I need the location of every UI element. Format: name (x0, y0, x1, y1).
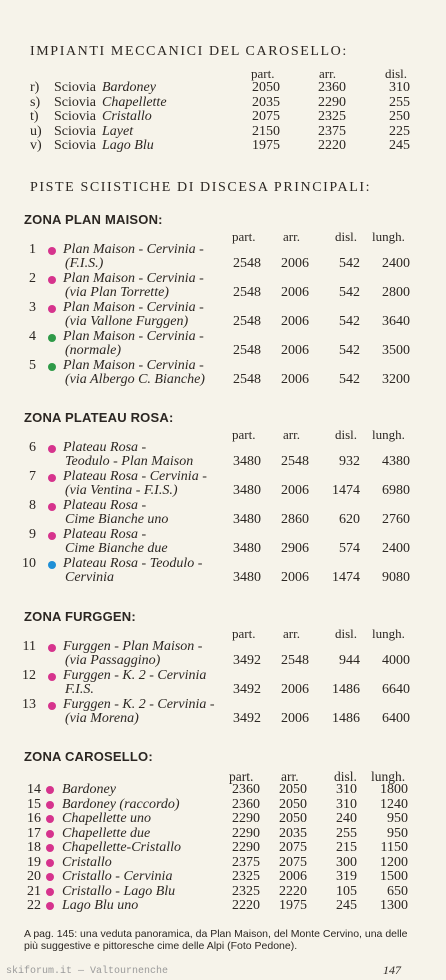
pista-disl: 1474 (332, 570, 360, 585)
pista-entry (0, 358, 446, 388)
pista-subname: Cime Bianche uno (65, 512, 169, 527)
pista-name: Plan Maison - Cervinia - (63, 242, 204, 257)
difficulty-dot-icon (48, 445, 56, 453)
pista-lungh: 4380 (382, 454, 410, 469)
pista-subname: (via Plan Torrette) (65, 285, 169, 300)
pista-number: 22 (27, 898, 41, 913)
pista-part: 2325 (232, 883, 260, 899)
pista-number: 5 (29, 358, 36, 373)
pista-lungh: 3500 (382, 343, 410, 358)
impianti-header-part: part. (251, 66, 275, 81)
impianti-disl: 225 (389, 123, 410, 139)
pista-arr: 2220 (279, 883, 307, 899)
pista-number: 18 (27, 840, 41, 855)
difficulty-dot-icon (48, 503, 56, 511)
difficulty-dot-icon (46, 902, 54, 910)
pista-part: 2548 (233, 256, 261, 271)
pista-name: Cristallo - Cervinia (62, 869, 173, 884)
pista-part: 3492 (233, 682, 261, 697)
pista-disl: 300 (336, 854, 357, 870)
impianti-type: Sciovia (54, 94, 96, 110)
impianti-part: 1975 (252, 138, 280, 153)
impianti-letter: r) (30, 80, 40, 95)
pista-disl: 542 (339, 285, 360, 300)
pista-number: 9 (29, 527, 36, 542)
impianti-type: Sciovia (54, 123, 96, 139)
pista-lungh: 650 (387, 883, 408, 899)
pista-number: 13 (22, 697, 36, 712)
pista-entry (0, 697, 446, 727)
header-lungh: lungh. (372, 427, 405, 442)
carosello-header-arr: arr. (281, 769, 299, 784)
pista-subname: F.I.S. (65, 682, 94, 697)
impianti-name: Lago Blu (102, 138, 154, 153)
difficulty-dot-icon (48, 247, 56, 255)
pista-part: 3480 (233, 570, 261, 585)
pista-arr: 2006 (281, 682, 309, 697)
pista-number: 1 (29, 242, 36, 257)
impianti-part: 2050 (252, 80, 280, 95)
pista-part: 2548 (233, 285, 261, 300)
carosello-header-part: part. (229, 769, 254, 784)
pista-subname: (via Vallone Furggen) (65, 314, 189, 329)
pista-number: 3 (29, 300, 36, 315)
pista-part: 2548 (233, 343, 261, 358)
pista-disl: 1486 (332, 711, 360, 726)
pista-arr: 2006 (281, 483, 309, 498)
pista-lungh: 2760 (382, 512, 410, 527)
pista-part: 2548 (233, 314, 261, 329)
pista-lungh: 6980 (382, 483, 410, 498)
pista-entry (0, 271, 446, 301)
pista-subname: (via Ventina - F.I.S.) (65, 483, 178, 498)
pista-number: 19 (27, 854, 41, 870)
pista-lungh: 6400 (382, 711, 410, 726)
impianti-arr: 2360 (318, 80, 346, 95)
zone-title: ZONA PLAN MAISON: (24, 212, 163, 227)
pista-entry (0, 242, 446, 272)
pista-disl: 1474 (332, 483, 360, 498)
pista-part: 2290 (232, 840, 260, 855)
pista-name: Furggen - K. 2 - Cervinia (63, 668, 207, 683)
pista-lungh: 4000 (382, 653, 410, 668)
impianti-name: Chapellette (102, 94, 167, 110)
pista-name: Plateau Rosa - Cervinia - (63, 469, 207, 484)
difficulty-dot-icon (48, 474, 56, 482)
carosello-header-lungh: lungh. (371, 769, 406, 784)
pista-entry (0, 469, 446, 499)
pista-subname: Teodulo - Plan Maison (65, 454, 194, 469)
pista-part: 2290 (232, 811, 260, 826)
pista-arr: 2548 (281, 653, 309, 668)
difficulty-dot-icon (46, 873, 54, 881)
pista-disl: 105 (336, 883, 357, 899)
impianti-part: 2035 (252, 94, 280, 110)
difficulty-dot-icon (48, 561, 56, 569)
pista-lungh: 9080 (382, 570, 410, 585)
impianti-name: Layet (102, 123, 134, 139)
impianti-disl: 310 (389, 80, 410, 95)
pista-lungh: 3640 (382, 314, 410, 329)
pista-subname: (via Morena) (65, 711, 139, 726)
difficulty-dot-icon (48, 305, 56, 313)
pista-lungh: 950 (387, 811, 408, 826)
difficulty-dot-icon (46, 859, 54, 867)
pista-name: Plan Maison - Cervinia - (63, 300, 204, 315)
pista-part: 2360 (232, 796, 260, 812)
pista-disl: 319 (336, 869, 357, 884)
zone-title: ZONA PLATEAU ROSA: (24, 410, 174, 425)
pista-disl: 574 (339, 541, 360, 556)
pista-entry (0, 329, 446, 359)
difficulty-dot-icon (48, 673, 56, 681)
impianti-letter: u) (30, 123, 42, 139)
impianti-arr: 2325 (318, 109, 346, 124)
pista-arr: 2006 (281, 314, 309, 329)
photo-caption: A pag. 145: una veduta panoramica, da Plan Maison, del Monte Cervino, una delle più suggestive e pittoresche cime delle Alpi (Foto Pedone). (24, 928, 408, 952)
header-lungh: lungh. (372, 229, 405, 244)
pista-lungh: 1150 (380, 840, 408, 855)
pista-disl: 932 (339, 454, 360, 469)
pista-disl: 1486 (332, 682, 360, 697)
pista-arr: 2006 (281, 711, 309, 726)
pista-lungh: 2400 (382, 256, 410, 271)
pista-number: 11 (22, 639, 36, 654)
difficulty-dot-icon (46, 844, 54, 852)
difficulty-dot-icon (48, 532, 56, 540)
impianti-arr: 2220 (318, 138, 346, 153)
impianti-disl: 250 (389, 109, 410, 124)
pista-name: Plateau Rosa - Teodulo - (63, 556, 203, 571)
pista-name: Furggen - Plan Maison - (63, 639, 203, 654)
pista-entry (0, 639, 446, 669)
pista-arr: 2906 (281, 541, 309, 556)
pista-name: Cristallo (62, 854, 112, 870)
difficulty-dot-icon (46, 786, 54, 794)
pista-disl: 542 (339, 343, 360, 358)
impianti-disl: 255 (389, 94, 410, 110)
pista-lungh: 6640 (382, 682, 410, 697)
impianti-letter: v) (30, 138, 42, 153)
pista-name: Plan Maison - Cervinia - (63, 271, 204, 286)
pista-arr: 2006 (281, 285, 309, 300)
header-arr: arr. (283, 427, 300, 442)
pista-part: 2360 (232, 782, 260, 797)
pista-lungh: 1300 (380, 898, 408, 913)
pista-disl: 245 (336, 898, 357, 913)
pista-subname: (via Passaggino) (65, 653, 161, 668)
pista-disl: 542 (339, 372, 360, 387)
pista-entry (0, 556, 446, 586)
impianti-type: Sciovia (54, 138, 96, 153)
impianti-header-arr: arr. (319, 66, 336, 81)
pista-lungh: 1200 (380, 854, 408, 870)
header-disl: disl. (335, 626, 358, 641)
pista-arr: 2006 (281, 372, 309, 387)
pista-number: 2 (29, 271, 36, 286)
pista-arr: 2006 (281, 343, 309, 358)
pista-subname: Cime Bianche due (65, 541, 168, 556)
pista-lungh: 2400 (382, 541, 410, 556)
page-number: 147 (383, 963, 401, 977)
difficulty-dot-icon (46, 801, 54, 809)
pista-name: Furggen - K. 2 - Cervinia - (63, 697, 215, 712)
pista-number: 12 (22, 668, 36, 683)
difficulty-dot-icon (48, 702, 56, 710)
impianti-title: IMPIANTI MECCANICI DEL CAROSELLO: (30, 44, 348, 59)
difficulty-dot-icon (48, 363, 56, 371)
header-arr: arr. (283, 229, 300, 244)
impianti-name: Cristallo (102, 109, 152, 124)
zone-carosello-title: ZONA CAROSELLO: (24, 749, 153, 764)
pista-name: Plateau Rosa - (63, 498, 147, 513)
difficulty-dot-icon (46, 888, 54, 896)
pista-number: 10 (22, 556, 36, 571)
pista-subname: Cervinia (65, 570, 114, 585)
pista-lungh: 1240 (380, 796, 408, 812)
header-lungh: lungh. (372, 626, 405, 641)
pista-disl: 944 (339, 653, 360, 668)
pista-subname: (normale) (65, 343, 121, 358)
pista-part: 2325 (232, 869, 260, 884)
pista-number: 20 (27, 869, 41, 884)
pista-lungh: 950 (387, 825, 408, 841)
header-disl: disl. (335, 427, 358, 442)
pista-name: Bardoney (raccordo) (62, 796, 180, 812)
pista-name: Chapellette-Cristallo (62, 840, 181, 855)
pista-arr: 2050 (279, 796, 307, 812)
pista-number: 4 (29, 329, 36, 344)
impianti-part: 2075 (252, 109, 280, 124)
pista-name: Cristallo - Lago Blu (62, 883, 176, 899)
pista-disl: 310 (336, 796, 357, 812)
impianti-row (0, 138, 446, 154)
impianti-disl: 245 (389, 138, 410, 153)
carosello-header-disl: disl. (334, 769, 357, 784)
pista-disl: 255 (336, 825, 357, 841)
pista-part: 3480 (233, 483, 261, 498)
impianti-arr: 2375 (318, 123, 346, 139)
header-part: part. (232, 626, 256, 641)
pista-number: 16 (27, 811, 41, 826)
difficulty-dot-icon (48, 276, 56, 284)
pista-number: 8 (29, 498, 36, 513)
pista-arr: 2006 (281, 570, 309, 585)
impianti-part: 2150 (252, 123, 280, 139)
pista-part: 3492 (233, 711, 261, 726)
impianti-letter: s) (30, 94, 41, 110)
pista-subname: (F.I.S.) (65, 256, 104, 271)
pista-part: 2220 (232, 898, 260, 913)
pista-name: Plateau Rosa - (63, 440, 147, 455)
header-part: part. (232, 427, 256, 442)
difficulty-dot-icon (48, 644, 56, 652)
pista-number: 17 (27, 825, 41, 841)
pista-disl: 215 (336, 840, 357, 855)
piste-title: PISTE SCIISTICHE DI DISCESA PRINCIPALI: (30, 180, 372, 195)
pista-arr: 2075 (279, 854, 307, 870)
pista-name: Bardoney (62, 782, 116, 797)
pista-entry (0, 440, 446, 470)
pista-lungh: 2800 (382, 285, 410, 300)
watermark: skiforum.it — Valtournenche (6, 966, 169, 977)
pista-arr: 2050 (279, 782, 307, 797)
difficulty-dot-icon (46, 815, 54, 823)
pista-name: Plan Maison - Cervinia - (63, 329, 204, 344)
pista-part: 3492 (233, 653, 261, 668)
pista-subname: (via Albergo C. Bianche) (65, 372, 205, 387)
pista-part: 2375 (232, 854, 260, 870)
pista-part: 3480 (233, 454, 261, 469)
header-part: part. (232, 229, 256, 244)
pista-number: 15 (27, 796, 41, 812)
pista-number: 6 (29, 440, 36, 455)
pista-lungh: 1800 (380, 782, 408, 797)
pista-entry (0, 668, 446, 698)
pista-arr: 2006 (281, 256, 309, 271)
pista-arr: 1975 (279, 898, 307, 913)
pista-entry (0, 527, 446, 557)
pista-part: 3480 (233, 512, 261, 527)
pista-lungh: 3200 (382, 372, 410, 387)
pista-arr: 2035 (279, 825, 307, 841)
zone-title: ZONA FURGGEN: (24, 609, 136, 624)
pista-entry (0, 498, 446, 528)
impianti-type: Sciovia (54, 109, 96, 124)
pista-name: Chapellette due (62, 825, 151, 841)
pista-disl: 620 (339, 512, 360, 527)
pista-name: Lago Blu uno (62, 898, 139, 913)
pista-part: 3480 (233, 541, 261, 556)
pista-name: Plan Maison - Cervinia - (63, 358, 204, 373)
impianti-arr: 2290 (318, 94, 346, 110)
pista-entry (0, 300, 446, 330)
header-disl: disl. (335, 229, 358, 244)
pista-disl: 542 (339, 256, 360, 271)
pista-arr: 2006 (279, 869, 307, 884)
impianti-type: Sciovia (54, 80, 96, 95)
pista-disl: 310 (336, 782, 357, 797)
pista-lungh: 1500 (380, 869, 408, 884)
pista-number: 7 (29, 469, 36, 484)
pista-name: Chapellette uno (62, 811, 152, 826)
pista-arr: 2050 (279, 811, 307, 826)
impianti-header-disl: disl. (385, 66, 408, 81)
carosello-row (0, 898, 446, 914)
pista-arr: 2860 (281, 512, 309, 527)
pista-name: Plateau Rosa - (63, 527, 147, 542)
difficulty-dot-icon (48, 334, 56, 342)
pista-arr: 2548 (281, 454, 309, 469)
difficulty-dot-icon (46, 830, 54, 838)
pista-arr: 2075 (279, 840, 307, 855)
pista-part: 2290 (232, 825, 260, 841)
header-arr: arr. (283, 626, 300, 641)
pista-disl: 542 (339, 314, 360, 329)
pista-number: 21 (27, 883, 41, 899)
pista-number: 14 (27, 782, 41, 797)
impianti-name: Bardoney (102, 80, 156, 95)
pista-disl: 240 (336, 811, 357, 826)
impianti-letter: t) (30, 109, 39, 124)
pista-part: 2548 (233, 372, 261, 387)
